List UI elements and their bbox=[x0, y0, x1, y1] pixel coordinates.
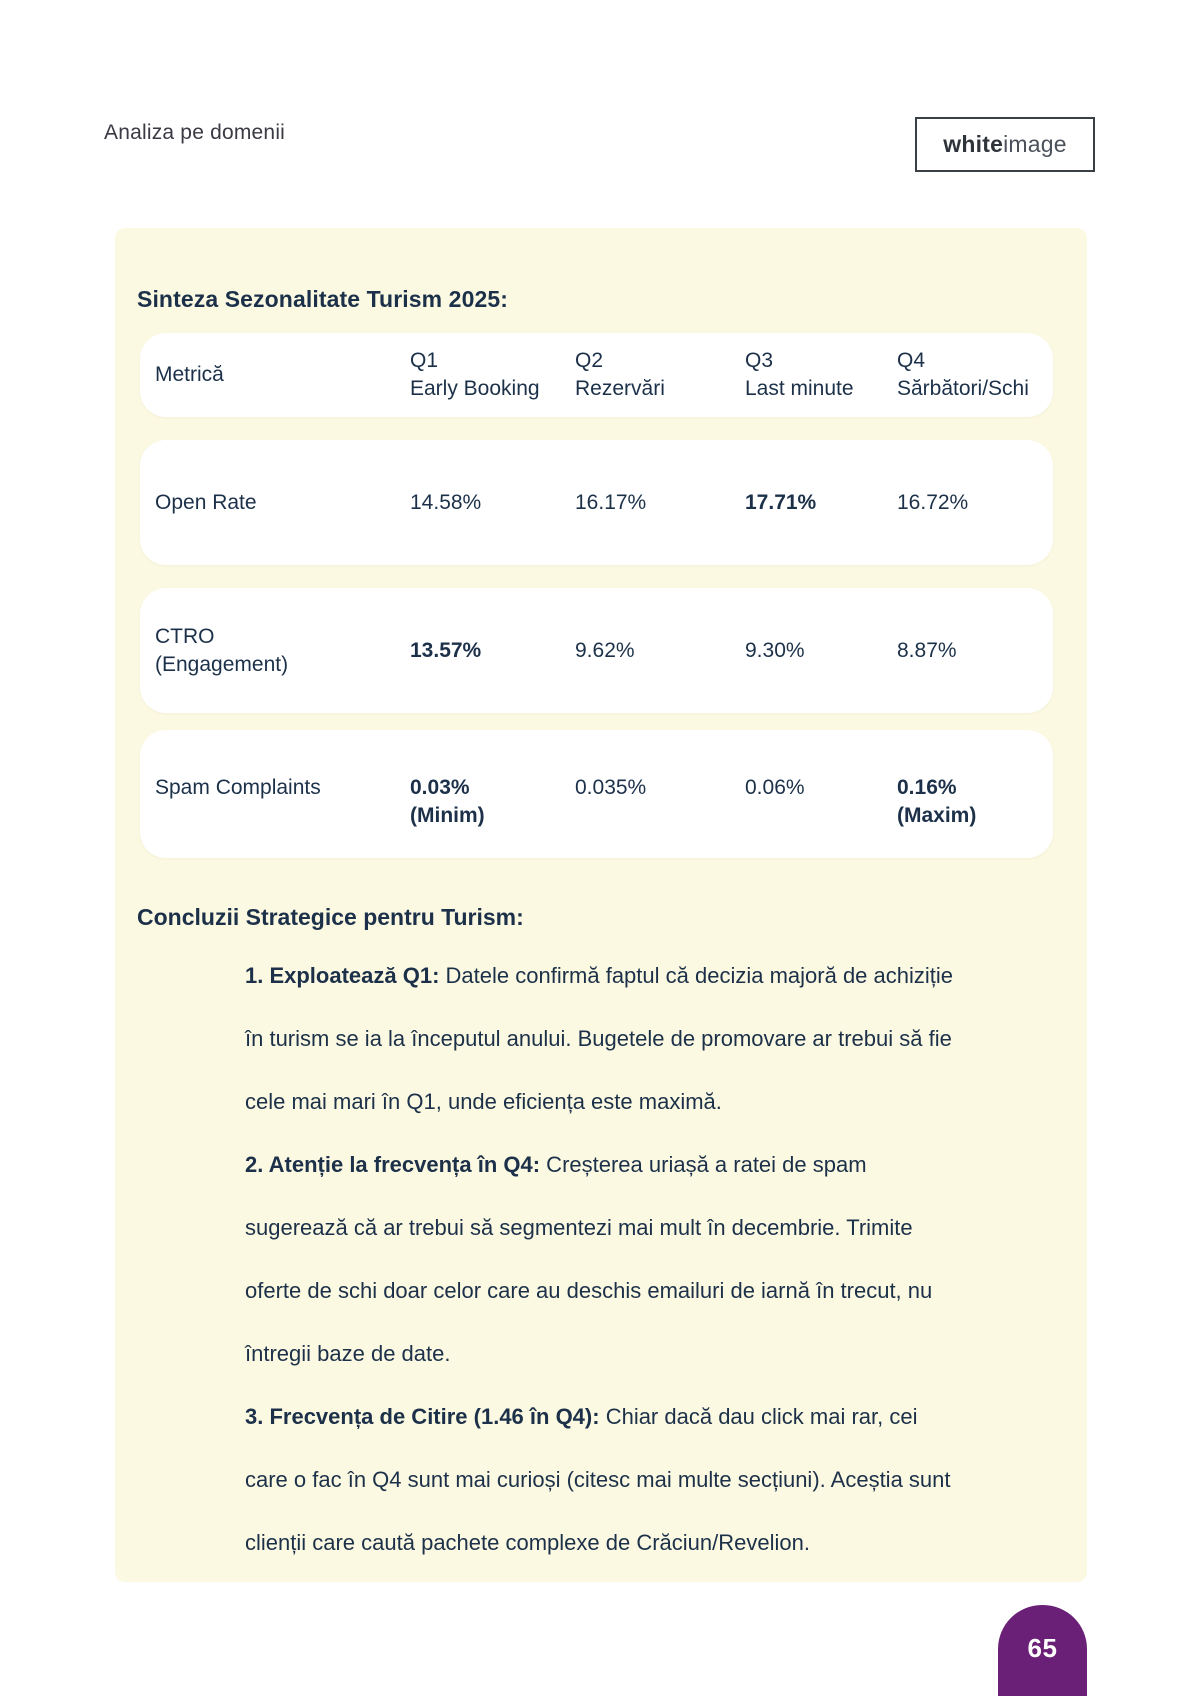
value-q3: 0.06% bbox=[745, 776, 805, 799]
whiteimage-logo bbox=[915, 117, 1095, 172]
value-q1: 0.03% (Minim) bbox=[410, 776, 485, 827]
column-header-q4: Q4 Sărbători/Schi bbox=[897, 349, 1029, 400]
row-label: Spam Complaints bbox=[155, 776, 321, 799]
column-header-q1: Q1 Early Booking bbox=[410, 349, 540, 400]
value-q2: 16.17% bbox=[575, 490, 647, 514]
value-q3: 17.71% bbox=[745, 490, 817, 514]
page-number-badge bbox=[998, 1605, 1087, 1696]
table-row-open-rate bbox=[140, 440, 1053, 565]
page-number: 65 bbox=[1027, 1633, 1058, 1663]
row-label: CTRO (Engagement) bbox=[155, 624, 289, 676]
conclusions-title: Concluzii Strategice pentru Turism: bbox=[137, 904, 524, 930]
column-header-q3: Q3 Last minute bbox=[745, 349, 854, 400]
value-q3: 9.30% bbox=[745, 638, 805, 662]
value-q2: 0.035% bbox=[575, 776, 647, 799]
conclusion-item-3: 3. Frecvența de Citire (1.46 în Q4): Chiar dacă dau click mai rar, cei care o fac în Q4 sunt mai curioși (citesc mai multe secțiuni). Aceștia sunt clienții care caută pachete complexe de Crăciun/Revelion. bbox=[245, 1404, 951, 1555]
value-q2: 9.62% bbox=[575, 638, 635, 662]
value-q4: 8.87% bbox=[897, 638, 957, 662]
value-q1: 14.58% bbox=[410, 490, 482, 514]
column-header-q2: Q2 Rezervări bbox=[575, 349, 665, 400]
logo-text-light: image bbox=[1003, 131, 1067, 157]
table-row-spam-complaints bbox=[140, 730, 1053, 858]
conclusion-item-2: 2. Atenție la frecvența în Q4: Creșterea uriașă a ratei de spam sugerează că ar trebui să segmentezi mai mult în decembrie. Trimite oferte de schi doar celor care au deschis emailuri de iarnă în trecut, nu întregii baze de date. bbox=[245, 1152, 933, 1366]
value-q4: 16.72% bbox=[897, 490, 969, 514]
page-section-title: Analiza pe domenii bbox=[104, 121, 286, 144]
table-title: Sinteza Sezonalitate Turism 2025: bbox=[137, 286, 508, 312]
logo-text-bold: white bbox=[943, 131, 1004, 157]
column-header-metric: Metrică bbox=[155, 363, 224, 386]
conclusions-paragraphs bbox=[245, 944, 961, 1574]
value-q4: 0.16% (Maxim) bbox=[897, 776, 977, 827]
conclusion-item-1: 1. Exploatează Q1: Datele confirmă faptul că decizia majoră de achiziție în turism se ia la începutul anului. Bugetele de promovare ar trebui să fie cele mai mari în Q1, unde eficiența este maximă. bbox=[245, 963, 954, 1114]
row-label: Open Rate bbox=[155, 490, 257, 514]
table-row-ctro bbox=[140, 588, 1053, 713]
value-q1: 13.57% bbox=[410, 638, 482, 662]
content-panel bbox=[115, 228, 1087, 1582]
table-header-row bbox=[140, 333, 1053, 417]
